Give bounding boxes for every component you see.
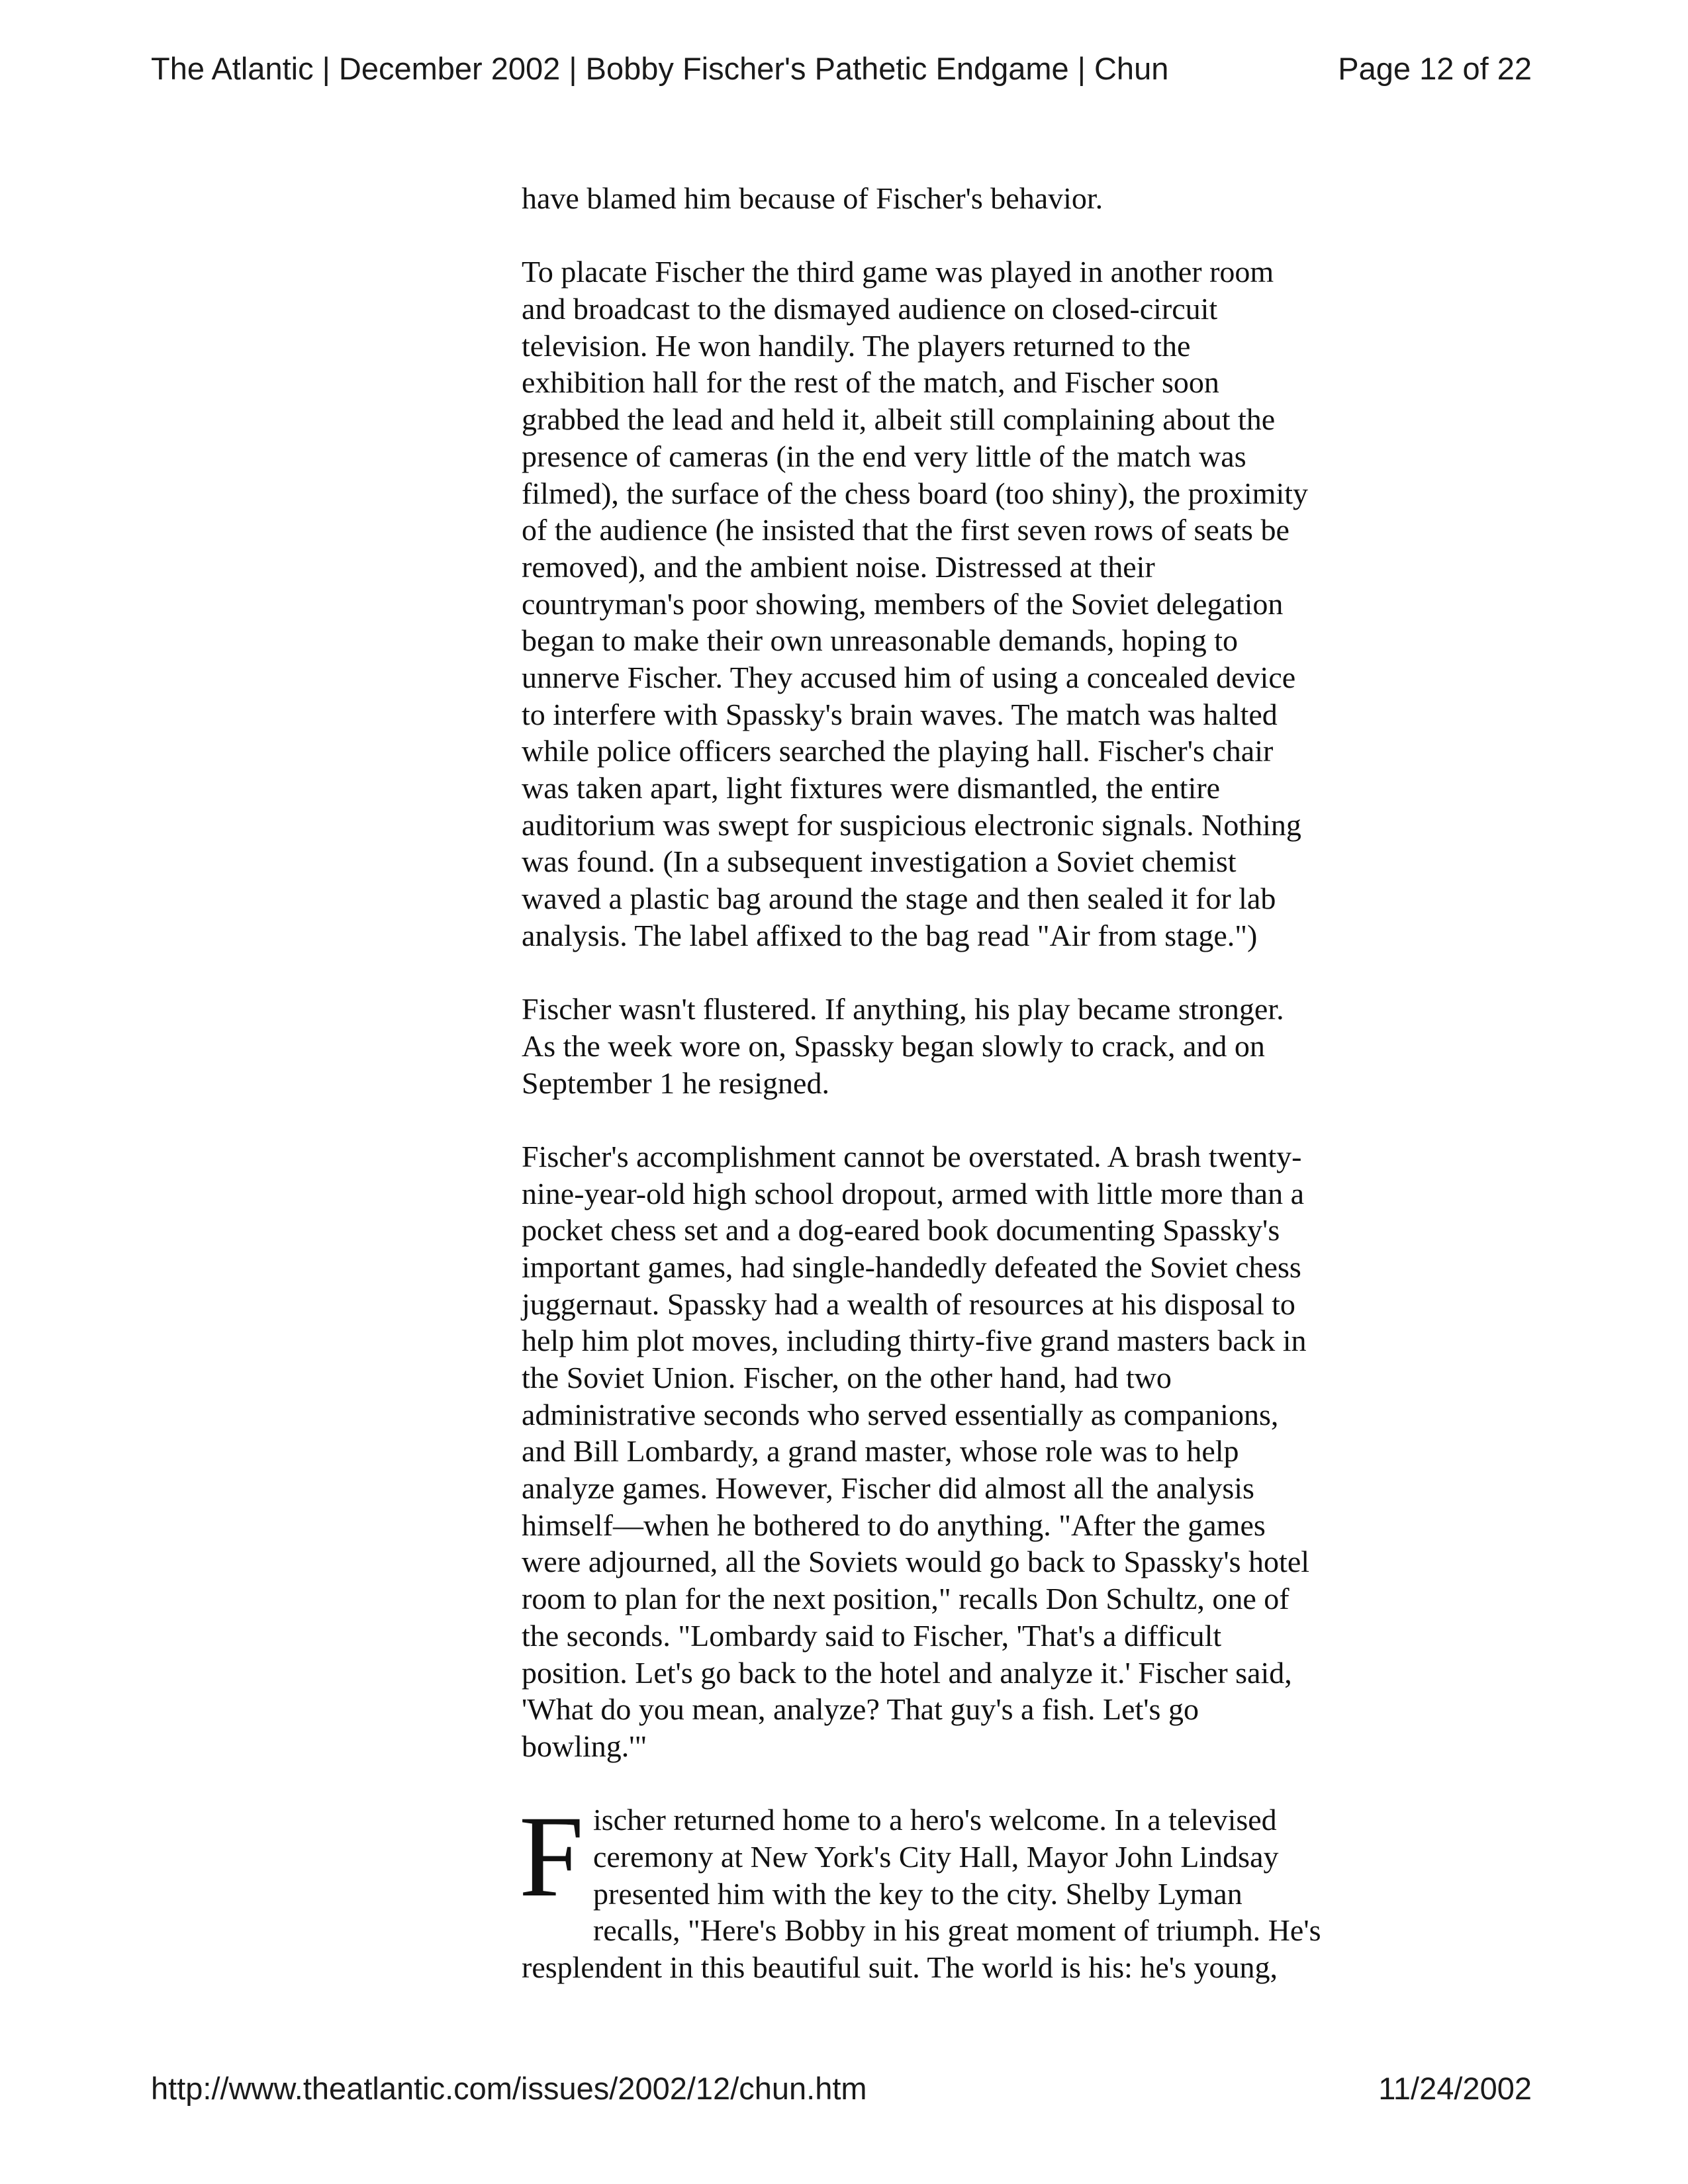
drop-cap: F bbox=[519, 1792, 584, 1922]
paragraph-3 bbox=[522, 1138, 1382, 1765]
paragraph-0 bbox=[522, 180, 1382, 217]
paragraph-1 bbox=[522, 253, 1382, 954]
footer-url: http://www.theatlantic.com/issues/2002/12/chun.htm bbox=[151, 2071, 867, 2106]
text-line: analyze games. However, Fischer did almost all the analysis bbox=[522, 1471, 1254, 1506]
text-line: As the week wore on, Spassky began slowly to crack, and on bbox=[522, 1028, 1265, 1063]
text-line: to interfere with Spassky's brain waves. The match was halted bbox=[522, 697, 1278, 731]
text-line: administrative seconds who served essentially as companions, bbox=[522, 1397, 1279, 1432]
text-line: pocket chess set and a dog-eared book documenting Spassky's bbox=[522, 1213, 1280, 1248]
text-line: exhibition hall for the rest of the match, and Fischer soon bbox=[522, 365, 1219, 400]
text-line: grabbed the lead and held it, albeit still complaining about the bbox=[522, 402, 1276, 437]
text-line: resplendent in this beautiful suit. The world is his: he's young, bbox=[522, 1950, 1278, 1984]
text-line: nine-year-old high school dropout, armed with little more than a bbox=[522, 1176, 1304, 1210]
text-line: position. Let's go back to the hotel and analyze it.' Fischer said, bbox=[522, 1655, 1292, 1690]
text-line: presented him with the key to the city. Shelby Lyman bbox=[593, 1876, 1243, 1911]
text-line: ceremony at New York's City Hall, Mayor John Lindsay bbox=[593, 1839, 1279, 1874]
text-line: Fischer's accomplishment cannot be overstated. A brash twenty- bbox=[522, 1139, 1302, 1173]
text-line: began to make their own unreasonable demands, hoping to bbox=[522, 623, 1238, 658]
text-line: and Bill Lombardy, a grand master, whose role was to help bbox=[522, 1434, 1239, 1469]
text-line: was taken apart, light fixtures were dismantled, the entire bbox=[522, 771, 1221, 805]
text-line: removed), and the ambient noise. Distressed at their bbox=[522, 549, 1155, 584]
text-line: himself—when he bothered to do anything. "After the games bbox=[522, 1508, 1266, 1542]
text-line: help him plot moves, including thirty-five grand masters back in bbox=[522, 1324, 1307, 1358]
text-line: 'What do you mean, analyze? That guy's a fish. Let's go bbox=[522, 1692, 1199, 1727]
page-number: Page 12 of 22 bbox=[1338, 51, 1532, 86]
text-line: Fischer wasn't flustered. If anything, his play became stronger. bbox=[522, 992, 1284, 1026]
text-line: important games, had single-handedly defeated the Soviet chess bbox=[522, 1250, 1301, 1284]
text-line: presence of cameras (in the end very little of the match was bbox=[522, 439, 1246, 473]
paragraph-2 bbox=[522, 991, 1382, 1101]
text-line: September 1 he resigned. bbox=[522, 1066, 829, 1100]
text-line: the seconds. "Lombardy said to Fischer, 'That's a difficult bbox=[522, 1618, 1222, 1653]
text-line: bowling.'" bbox=[522, 1729, 647, 1763]
text-line: television. He won handily. The players returned to the bbox=[522, 328, 1191, 363]
text-line: recalls, "Here's Bobby in his great moment of triumph. He's bbox=[593, 1913, 1321, 1948]
text-line: and broadcast to the dismayed audience on closed-circuit bbox=[522, 292, 1218, 326]
text-line: juggernaut. Spassky had a wealth of resources at his disposal to bbox=[522, 1287, 1295, 1321]
text-line: unnerve Fischer. They accused him of using a concealed device bbox=[522, 660, 1296, 694]
text-line: countryman's poor showing, members of the Soviet delegation bbox=[522, 586, 1284, 621]
text-line: auditorium was swept for suspicious electronic signals. Nothing bbox=[522, 807, 1301, 842]
text-line: of the audience (he insisted that the first seven rows of seats be bbox=[522, 513, 1289, 547]
footer-date: 11/24/2002 bbox=[1378, 2071, 1532, 2106]
text-line: room to plan for the next position," recalls Don Schultz, one of bbox=[522, 1582, 1289, 1616]
paragraph-4 bbox=[519, 1792, 1382, 1985]
text-line: were adjourned, all the Soviets would go back to Spassky's hotel bbox=[522, 1545, 1310, 1579]
text-line: have blamed him because of Fischer's behavior. bbox=[522, 181, 1103, 215]
text-line: To placate Fischer the third game was played in another room bbox=[522, 255, 1274, 289]
text-line: filmed), the surface of the chess board (too shiny), the proximity bbox=[522, 476, 1309, 510]
text-line: was found. (In a subsequent investigation a Soviet chemist bbox=[522, 844, 1237, 879]
text-line: ischer returned home to a hero's welcome. In a televised bbox=[593, 1803, 1277, 1837]
page-header-title: The Atlantic | December 2002 | Bobby Fischer's Pathetic Endgame | Chun bbox=[151, 51, 1169, 86]
text-line: waved a plastic bag around the stage and then sealed it for lab bbox=[522, 882, 1276, 916]
text-line: while police officers searched the playing hall. Fischer's chair bbox=[522, 734, 1274, 768]
article-body bbox=[519, 180, 1382, 1986]
text-line: the Soviet Union. Fischer, on the other hand, had two bbox=[522, 1361, 1172, 1394]
text-line: analysis. The label affixed to the bag read "Air from stage.") bbox=[522, 918, 1258, 952]
